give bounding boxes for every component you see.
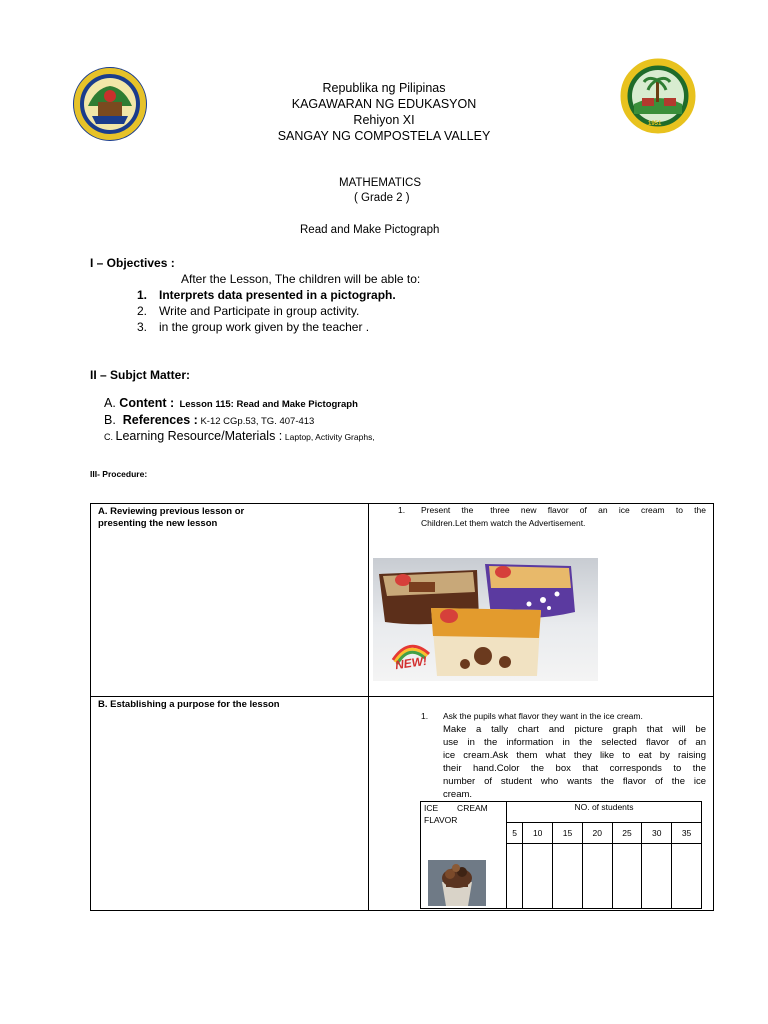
row-a-label-1: A. Reviewing previous lesson or [98,506,245,517]
tally-cell [523,844,553,909]
materials-label: Learning Resource/Materials : [115,429,283,443]
count-header-5: 5 [507,823,523,844]
objective-item-2 [137,304,359,318]
row-b-text-6: number of student who wants the flavor of the ice [443,776,706,787]
row-a-number: 1. [398,505,406,515]
row-b-text-4: ice cream.Ask them what they like to eat by raising [443,750,706,761]
procedure-heading: III- Procedure: [90,469,148,479]
grade-label: ( Grade 2 ) [354,192,410,204]
header-department: KAGAWARAN NG EDUKASYON [291,97,477,111]
tally-cell [672,844,702,909]
content-line: A. Content : Lesson 115: Read and Make Pictograph [104,396,358,410]
school-seal-year: 1951 [648,121,662,127]
new-badge: NEW! [394,653,428,673]
flavor-header-2: FLAVOR [424,815,458,825]
header-division: SANGAY NG COMPOSTELA VALLEY [277,129,491,143]
subject-matter-heading: II – Subjct Matter: [90,368,191,382]
row-b-label: B. Establishing a purpose for the lesson [98,699,280,710]
row-b-label-cell [91,697,369,911]
count-header-20: 20 [582,823,612,844]
objective-number: 1. [137,288,148,302]
objective-text: Write and Participate in group activity. [159,304,360,318]
count-header-15: 15 [553,823,583,844]
content-label: Content : [119,396,175,410]
objectives-intro: After the Lesson, The children will be able to: [181,272,421,286]
row-a-text-2: Children.Let them watch the Advertisement. [421,518,586,528]
objective-item-1 [137,288,396,302]
tally-cell [553,844,583,909]
count-header-30: 30 [642,823,672,844]
references-value: K-12 CGp.53, TG. 407-413 [200,416,315,427]
ice-cream-cup-image [428,860,486,906]
row-b-text-5: their hand.Color the box that corresponds to the [443,763,706,774]
tally-cell [612,844,642,909]
count-header-25: 25 [612,823,642,844]
tally-cell [582,844,612,909]
tally-cell [507,844,523,909]
count-header-35: 35 [672,823,702,844]
flavor-header-1: ICE CREAM [424,803,488,813]
row-b-text-1: Ask the pupils what flavor they want in the ice cream. [443,711,643,721]
objectives-heading: I – Objectives : [90,256,175,270]
materials-value: Laptop, Activity Graphs, [284,432,375,442]
objective-item-3 [137,320,369,334]
row-b-number: 1. [421,711,429,721]
row-b-text-7: cream. [443,789,473,800]
row-b-text-2: Make a tally chart and picture graph that will be [443,724,706,735]
objective-text: in the group work given by the teacher . [159,320,370,334]
ice-cream-advertisement-image [373,558,598,681]
row-a-text-1: Present the three new flavor of an ice cream to the [421,505,706,515]
references-line: B. References : K-12 CGp.53, TG. 407-413 [104,413,315,427]
objective-number: 2. [137,304,148,318]
count-header-10: 10 [523,823,553,844]
tally-cell [642,844,672,909]
subject-title: MATHEMATICS [339,177,421,189]
lesson-title: Read and Make Pictograph [300,224,440,236]
references-label: References : [122,413,198,427]
row-a-label-2: presenting the new lesson [98,518,218,529]
row-b-text-3: use in the information in the selected flavor of an [443,737,706,748]
row-a-label-cell [91,504,369,697]
students-header-cell [507,802,702,823]
materials-line: C. Learning Resource/Materials : Laptop, Activity Graphs, [104,429,375,443]
students-header: NO. of students [574,802,634,812]
objective-number: 3. [137,320,148,334]
objective-text: Interprets data presented in a pictograph. [159,288,396,302]
content-value: Lesson 115: Read and Make Pictograph [179,399,358,410]
header-region: Rehiyon XI [353,113,415,127]
header-republic: Republika ng Pilipinas [322,81,446,95]
